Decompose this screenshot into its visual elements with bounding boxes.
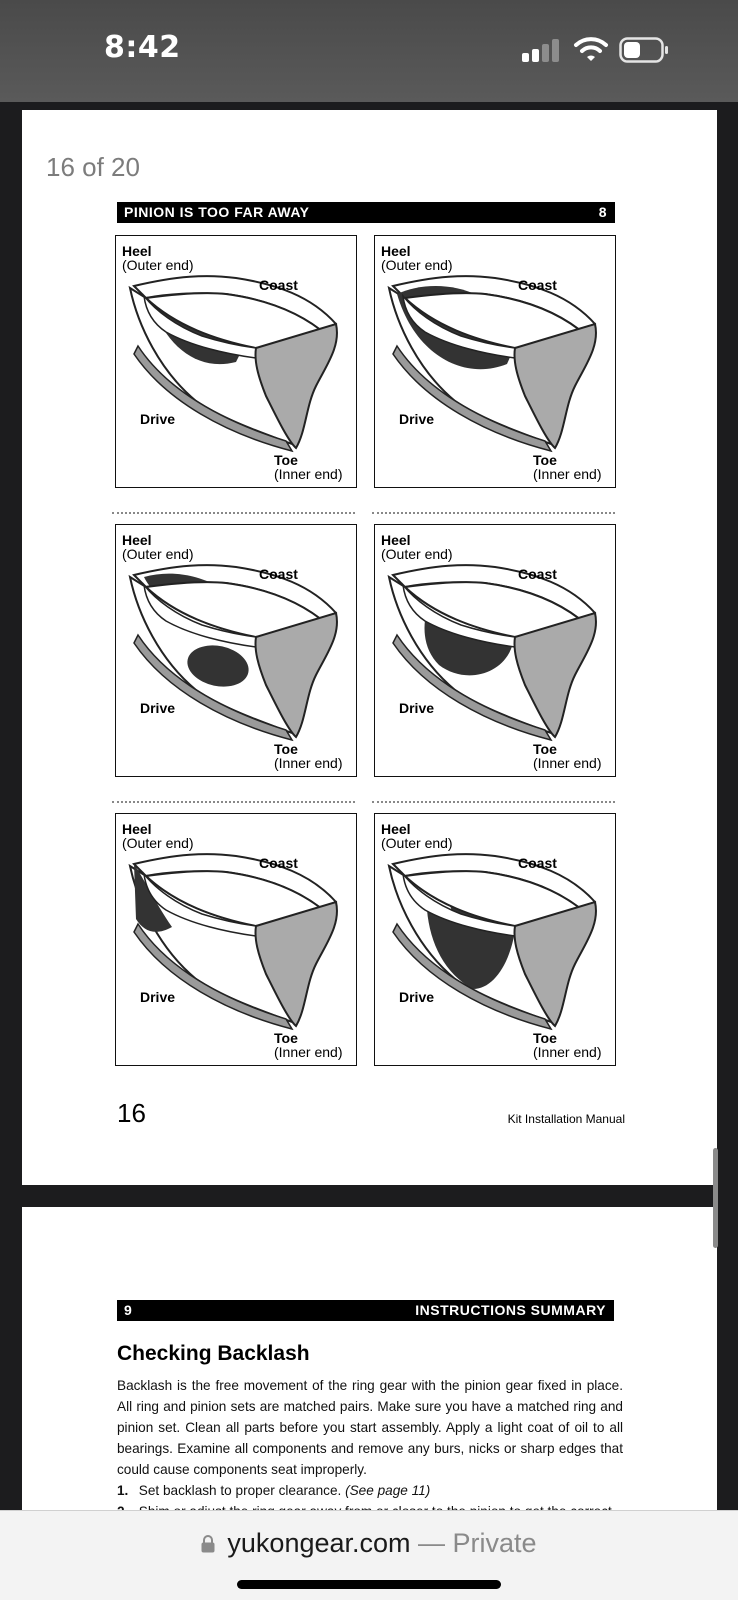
heel-sub-label: (Outer end) <box>381 835 453 851</box>
heel-sub-label: (Outer end) <box>381 257 453 273</box>
section-title: Checking Backlash <box>117 1342 310 1365</box>
heel-label: Heel <box>122 532 152 548</box>
heel-label: Heel <box>381 821 411 837</box>
heel-label: Heel <box>122 821 152 837</box>
coast-label: Coast <box>518 277 557 293</box>
contact-pattern-diagram <box>115 235 357 488</box>
status-bar <box>0 0 738 102</box>
divider <box>372 512 615 514</box>
toe-sub-label: (Inner end) <box>274 755 343 771</box>
toe-label: Toe <box>274 741 298 757</box>
heel-label: Heel <box>381 243 411 259</box>
section-banner <box>117 1300 614 1321</box>
divider <box>372 801 615 803</box>
contact-pattern-diagram <box>115 524 357 777</box>
toe-sub-label: (Inner end) <box>274 1044 343 1060</box>
heel-label: Heel <box>122 243 152 259</box>
page-number: 16 <box>117 1098 146 1128</box>
coast-label: Coast <box>518 855 557 871</box>
divider <box>112 801 355 803</box>
drive-label: Drive <box>399 411 435 427</box>
heel-sub-label: (Outer end) <box>122 546 194 562</box>
url-display[interactable] <box>0 1528 738 1559</box>
step-number: 1. <box>117 1483 129 1498</box>
section-banner <box>117 202 615 223</box>
list-item <box>117 1480 623 1501</box>
drive-label: Drive <box>399 700 435 716</box>
banner-number: 9 <box>124 1302 133 1318</box>
drive-label: Drive <box>399 989 435 1005</box>
heel-sub-label: (Outer end) <box>381 546 453 562</box>
toe-sub-label: (Inner end) <box>533 466 602 482</box>
toe-label: Toe <box>533 741 557 757</box>
toe-label: Toe <box>533 1030 557 1046</box>
footer-title: Kit Installation Manual <box>507 1112 625 1126</box>
url-separator: — <box>410 1528 453 1558</box>
banner-title: PINION IS TOO FAR AWAY <box>124 204 310 220</box>
wifi-icon <box>574 35 608 63</box>
coast-label: Coast <box>259 277 298 293</box>
contact-pattern-diagram <box>374 524 616 777</box>
heel-sub-label: (Outer end) <box>122 257 194 273</box>
pdf-page-16 <box>22 110 717 1185</box>
pdf-page-17 <box>22 1207 717 1547</box>
browsing-mode: Private <box>452 1528 537 1558</box>
clock: 8:42 <box>104 30 181 65</box>
heel-label: Heel <box>381 532 411 548</box>
toe-label: Toe <box>533 452 557 468</box>
drive-label: Drive <box>140 700 176 716</box>
toe-label: Toe <box>274 452 298 468</box>
toe-label: Toe <box>274 1030 298 1046</box>
divider <box>112 512 355 514</box>
drive-label: Drive <box>140 411 176 427</box>
body-paragraph: Backlash is the free movement of the ring gear with the pinion gear fixed in place. All ring and pinion sets are matched pairs. Make sure you have a matched ring and pinion set. Clean all parts before you start assembly. Apply a light coat of oil to all bearings. Examine all components and remove any burs, nicks or sharp edges that could cause components seat improperly. <box>117 1378 623 1477</box>
heel-sub-label: (Outer end) <box>122 835 194 851</box>
contact-pattern-diagram <box>374 235 616 488</box>
url-domain: yukongear.com <box>227 1528 411 1558</box>
banner-number: 8 <box>598 204 607 220</box>
page-counter: 16 of 20 <box>46 152 140 182</box>
step-ref: (See page 11) <box>345 1483 431 1498</box>
coast-label: Coast <box>518 566 557 582</box>
lock-icon <box>201 1535 215 1553</box>
contact-pattern-diagram <box>115 813 357 1066</box>
battery-icon <box>619 37 669 63</box>
banner-title: INSTRUCTIONS SUMMARY <box>415 1302 606 1318</box>
toe-sub-label: (Inner end) <box>533 755 602 771</box>
home-indicator[interactable] <box>237 1580 501 1589</box>
coast-label: Coast <box>259 855 298 871</box>
scroll-indicator[interactable] <box>713 1148 718 1248</box>
toe-sub-label: (Inner end) <box>533 1044 602 1060</box>
step-text: Set backlash to proper clearance. <box>138 1483 342 1498</box>
toe-sub-label: (Inner end) <box>274 466 343 482</box>
drive-label: Drive <box>140 989 176 1005</box>
coast-label: Coast <box>259 566 298 582</box>
cellular-signal-icon <box>522 38 562 62</box>
contact-pattern-diagram <box>374 813 616 1066</box>
pdf-viewer[interactable] <box>0 102 738 1510</box>
